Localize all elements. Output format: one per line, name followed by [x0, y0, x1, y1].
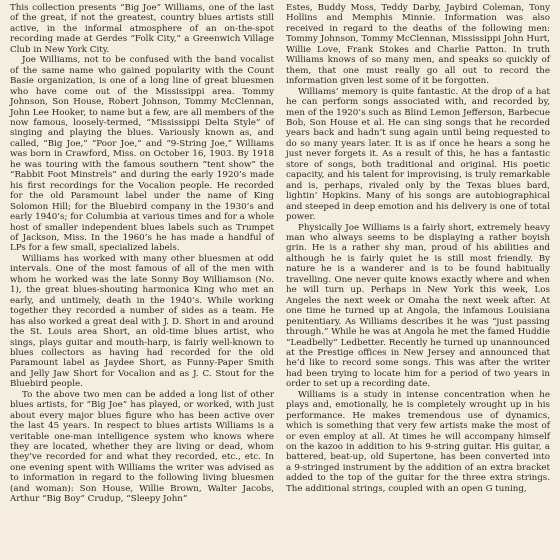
left-column: [10, 3, 274, 560]
paragraph: Estes, Buddy Moss, Teddy Darby, Jaybird Coleman, Tony Hollins and Memphis Minnie. Information was also received in regard to the deaths of the following men: Tommy Johnson, Tommy McClennan, Mississippi John Hurt, Willie Love, Frank Stokes and Charlie Patton. In truth Williams knows of so many men, and speaks so quickly of them, that one must really go all out to record the information given lest some of it be forgotten.: [286, 3, 550, 87]
paragraph: Joe Williams, not to be confused with the band vocalist of the same name who gained popularity with the Count Basie organization, is one of a long line of great bluesmen who have come out of the Mississippi area. Tommy Johnson, Son House, Robert Johnson, Tommy McClennan, John Lee Hooker, to name but a few, are all members of the now famous, loosely-termed, “Mississippi Delta Style” of singing and playing the blues. Variously known as, and called, “Big Joe,” “Poor Joe,” and “9-String Joe,” Williams was born in Crawford, Miss. on October 16, 1903. By 1918 he was touring with the famous southern “tent show” the “Rabbit Foot Minstrels” and during the early 1920’s made his first recordings for the Vocalion people. He recorded for the old Paramount label under the name of King Solomon Hill; for the Bluebird company in the 1930’s and early 1940’s; for Columbia at various times and for a whole host of smaller independent blues labels such as Trumpet of Jackson, Miss. In the 1960’s he has made a handful of LPs for a few small, specialized labels.: [10, 55, 274, 254]
right-column: [286, 3, 550, 560]
paragraph: Williams is a study in intense concentration when he plays and, emotionally, he is completely wrought up in his performance. He makes tremendous use of dynamics, which is something that very few artists make the most of or even employ at all. At times he will accompany himself on the kazoo in addition to his 9-string guitar. His guitar, a battered, beat-up, old Supertone, has been converted into a 9-stringed instrument by the addition of an extra bracket added to the top of the guitar for the three extra strings. The additional strings, coupled with an open G tuning,: [286, 389, 550, 494]
paragraph: Physically Joe Williams is a fairly short, extremely heavy man who always seems to be displaying a rather boyish grin. He is a rather shy man, proud of his abilities and although he is fairly quiet he is still most friendly. By nature he is a wanderer and is to be found habitually travelling. One never quite knows exactly where and when he will turn up. Perhaps in New York this week, Los Angeles the next week or Omaha the next week after. At one time he turned up at Angola, the infamous Louisiana penitentiary. As Williams describes it he was “just passing through.” While he was at Angola he met the famed Huddie “Leadbelly” Ledbetter. Recently he turned up unannounced at the Prestige offices in New Jersey and announced that he’d like to record some songs. This was after the writer had been trying to locate him for a period of two years in order to set up a recording date.: [286, 222, 550, 390]
paragraph: Williams’ memory is quite fantastic. At the drop of a hat he can perform songs associated with, and recorded by, men of the 1920’s such as Blind Lemon Jefferson, Barbecue Bob, Son House et al. He can sing songs that he recorded years back and hadn’t sung again until being requested to do so many years later. It is as if once he hears a song he just never forgets it. As a result of this, he has a fantastic store of songs, both traditional and original. His poetic capacity, and his talent for improvising, is truly remarkable and is, perhaps, rivaled only by the Texas blues bard, lightin’ Hopkins. Many of his songs are autobiographical and steeped in deep emotion and his delivery is one of total power.: [286, 86, 550, 223]
paragraph: To the above two men can be added a long list of other blues artists, for “Big Joe” has played, or worked, with just about every major blues figure who has been active over the last 45 years. In respect to blues artists Williams is a veritable one-man intelligence system who knows where they are located, whether they are living or dead, whom they’ve recorded for and what they recorded, etc., etc. In one evening spent with Williams the writer was advised as to information in regard to the following living bluesmen (and woman): Son House, Willie Brown, Walter Jacobs, Arthur “Big Boy” Crudup, “Sleepy John”: [10, 389, 274, 505]
paragraph: Williams has worked with many other bluesmen at odd intervals. One of the most famous of all of the men with whom he worked was the late Sonny Boy Williamson (No. 1), the great blues-shouting harmonica King who met an early, and untimely, death in the 1940’s. While working together they recorded a number of sides as a team. He has also worked a great deal with J. D. Short in and around the St. Louis area Short, an old-time blues artist, who sings, plays guitar and mouth-harp, is fairly well-known to blues collectors as having had recorded for the old Paramount label as Jaydee Short, as Funny-Paper Smith and Jelly Jaw Short for Vocalion and as J. C. Stout for the Bluebird people.: [10, 253, 274, 390]
paragraph: This collection presents “Big Joe” Williams, one of the last of the great, if not the greatest, country blues artists still active, in the informal atmosphere of an on-the-spot recording made at Gerdes “Folk City,” a Greenwich Village Club in New York City.: [10, 3, 274, 55]
